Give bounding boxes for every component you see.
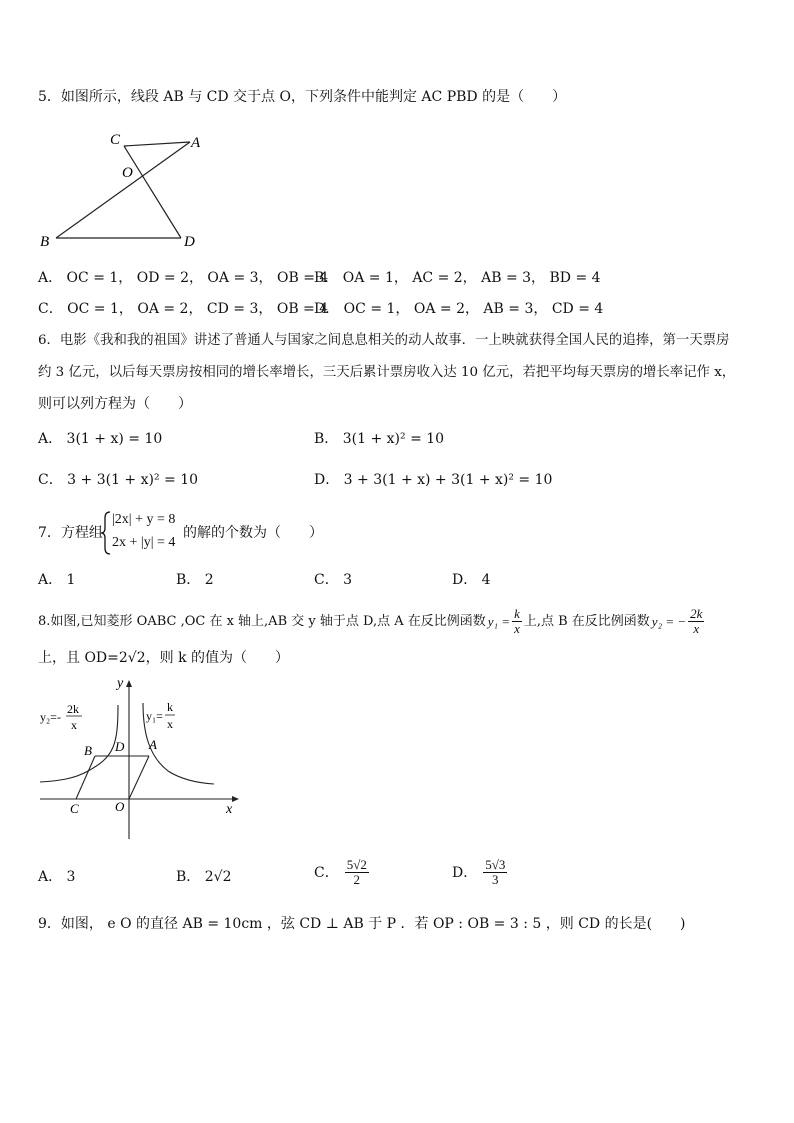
q8-figure bbox=[36, 675, 246, 843]
q8-option-c-den: 2 bbox=[353, 872, 361, 887]
q8-y1: y₁ = bbox=[487, 613, 511, 629]
q8-option-d bbox=[452, 858, 507, 887]
label-y2-num: 2k bbox=[67, 702, 79, 716]
q8-option-d-num: 5√3 bbox=[485, 857, 506, 872]
q8-option-d-den: 3 bbox=[492, 872, 499, 887]
label-b: B bbox=[40, 234, 50, 250]
q7-option-a: A． 1 bbox=[38, 572, 76, 588]
q6-option-d: D． 3 + 3(1 + x) + 3(1 + x)² = 10 bbox=[314, 472, 553, 488]
segment-ab bbox=[56, 142, 190, 238]
q8-line-1 bbox=[38, 607, 706, 636]
q8-option-a: A． 3 bbox=[38, 869, 76, 885]
segment-cd bbox=[124, 146, 181, 238]
q8-option-c-num: 5√2 bbox=[346, 857, 367, 872]
q5-option-b: B． OA = 1， AC = 2， AB = 3， BD = 4 bbox=[314, 270, 601, 286]
segment-ca bbox=[124, 142, 190, 146]
label-x-axis: x bbox=[226, 802, 233, 817]
label-o: O bbox=[115, 799, 125, 814]
q7-option-d: D． 4 bbox=[452, 572, 491, 588]
q8-option-c bbox=[314, 858, 369, 887]
q8-y2-den: x bbox=[693, 621, 700, 636]
q7-prefix: 7．方程组 bbox=[38, 525, 103, 541]
q7-option-b: B． 2 bbox=[176, 572, 214, 588]
q5-option-d: D． OC = 1， OA = 2， AB = 3， CD = 4 bbox=[314, 301, 604, 317]
label-d: D bbox=[115, 739, 125, 754]
q8-y1-num: k bbox=[514, 606, 520, 621]
q5-stem: 5．如图所示，线段 AB 与 CD 交于点 O，下列条件中能判定 AC PBD 的是（ ） bbox=[38, 89, 567, 105]
q8-line-2: 上，且 OD=2√2，则 k 的值为（ ） bbox=[38, 650, 290, 666]
q7-brace bbox=[100, 510, 112, 556]
q6-line-1: 6．电影《我和我的祖国》讲述了普通人与国家之间息息相关的动人故事．一上映就获得全国人民的追捧，第一天票房 bbox=[38, 333, 730, 348]
x-axis-arrow bbox=[232, 796, 239, 802]
segment-bc bbox=[76, 756, 95, 799]
label-y2: y₂=- bbox=[40, 710, 61, 724]
q6-option-c: C． 3 + 3(1 + x)² = 10 bbox=[38, 472, 199, 488]
q8-option-b: B． 2√2 bbox=[176, 869, 232, 885]
q8-y2: y₂ = − bbox=[651, 613, 687, 629]
q6-option-b: B． 3(1 + x)² = 10 bbox=[314, 431, 445, 447]
label-y1-num: k bbox=[167, 700, 173, 714]
label-y1-den: x bbox=[167, 717, 173, 731]
label-c: C bbox=[70, 801, 79, 816]
q6-option-a: A． 3(1 + x) = 10 bbox=[38, 431, 163, 447]
q8-y2-num: 2k bbox=[690, 606, 703, 621]
y-axis-arrow bbox=[126, 680, 132, 687]
q8-option-d-prefix: D． bbox=[452, 864, 478, 881]
q7-equation-1: |2x| + y = 8 bbox=[112, 512, 176, 527]
q8-y1-den: x bbox=[514, 621, 520, 636]
label-b: B bbox=[84, 743, 92, 758]
q8-y1-fraction bbox=[512, 607, 522, 636]
segment-ao bbox=[129, 756, 149, 799]
q7-suffix: 的解的个数为（ ） bbox=[183, 525, 323, 541]
label-d: D bbox=[184, 234, 195, 250]
q8-option-d-fraction bbox=[483, 858, 507, 887]
label-c: C bbox=[110, 132, 121, 148]
q8-y2-fraction bbox=[688, 607, 704, 636]
q8-part-1: 8.如图,已知菱形 OABC ,OC 在 x 轴上,AB 交 y 轴于点 D,点 A 在反比例函数 bbox=[38, 613, 486, 629]
label-y-axis: y bbox=[117, 676, 124, 691]
label-o: O bbox=[122, 165, 133, 181]
label-y2-den: x bbox=[71, 718, 77, 732]
q8-part-2: 上,点 B 在反比例函数 bbox=[523, 613, 650, 629]
q8-option-c-fraction bbox=[345, 858, 369, 887]
label-y1: y₁= bbox=[146, 709, 163, 723]
label-a: A bbox=[149, 737, 157, 752]
q8-option-c-prefix: C． bbox=[314, 864, 339, 881]
label-a: A bbox=[191, 135, 201, 151]
q6-line-2: 约 3 亿元，以后每天票房按相同的增长率增长，三天后累计票房收入达 10 亿元，若把平均每天票房的增长率记作 x， bbox=[38, 365, 736, 380]
q7-equation-2: 2x + |y| = 4 bbox=[112, 535, 176, 550]
q7-option-c: C． 3 bbox=[314, 572, 353, 588]
q5-option-a: A． OC = 1， OD = 2， OA = 3， OB = 4 bbox=[38, 270, 329, 286]
q5-figure bbox=[36, 128, 226, 256]
q6-line-3: 则可以列方程为（ ） bbox=[38, 396, 192, 412]
q5-option-c: C． OC = 1， OA = 2， CD = 3， OB = 4 bbox=[38, 301, 329, 317]
q9-stem: 9．如图， e O 的直径 AB = 10cm ，弦 CD ⊥ AB 于 P ．若 OP : OB = 3 : 5 ，则 CD 的长是( ) bbox=[38, 916, 686, 932]
